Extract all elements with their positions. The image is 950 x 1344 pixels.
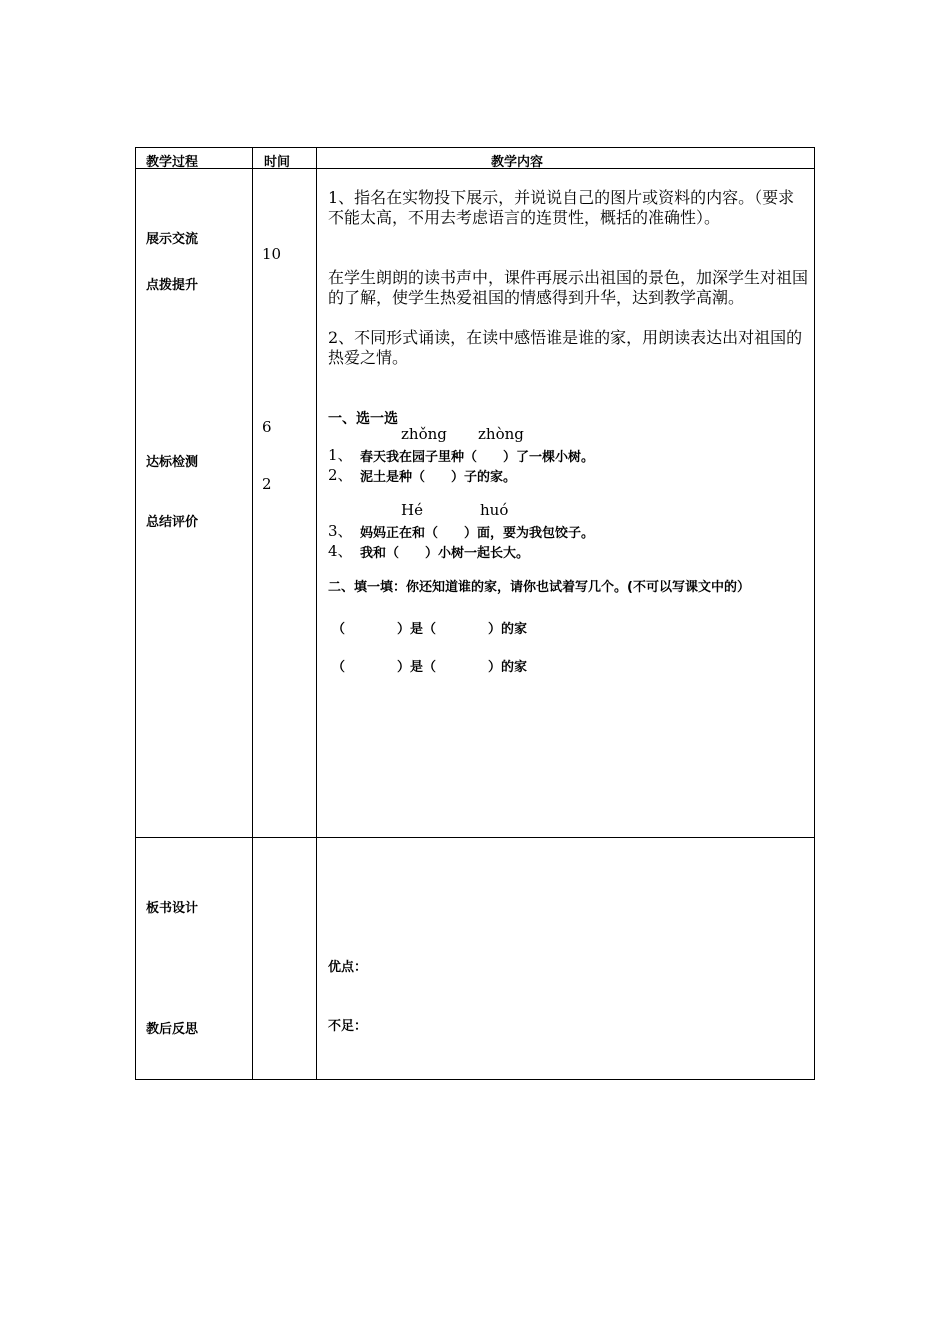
stage-reflection: 教后反思 [146, 1022, 199, 1037]
pinyin: huó [480, 501, 509, 519]
stage-summary: 总结评价 [146, 515, 199, 530]
strengths-label: 优点： [328, 960, 368, 975]
weaknesses-label: 不足： [328, 1019, 368, 1034]
pinyin: zhòng [478, 425, 524, 443]
stage-assessment: 达标检测 [146, 455, 199, 470]
time-value: 2 [262, 475, 272, 493]
question-number: 3、 [328, 522, 353, 540]
question-text: 春天我在园子里种（ ）了一棵小树。 [360, 450, 595, 465]
fill-blank-line: （ ）是（ ）的家 [332, 622, 528, 637]
question-number: 2、 [328, 466, 353, 484]
pinyin: zhǒng [401, 425, 447, 443]
question-number: 4、 [328, 542, 353, 560]
section-title-fill: 二、填一填：你还知道谁的家，请你也试着写几个。(不可以写课文中的） [328, 580, 750, 595]
content-paragraph: 在学生朗朗的读书声中，课件再展示出祖国的景色，加深学生对祖国的了解，使学生热爱祖国的情感得到升华，达到教学高潮。 [328, 268, 809, 307]
content-paragraph: 1、指名在实物投下展示，并说说自己的图片或资料的内容。（要求不能太高，不用去考虑语言的连贯性，概括的准确性）。 [328, 188, 795, 227]
time-value: 10 [262, 245, 282, 263]
stage-board-design: 板书设计 [146, 901, 199, 916]
header-time: 时间 [264, 155, 291, 170]
lesson-plan-table [135, 147, 815, 1080]
header-process: 教学过程 [146, 155, 199, 170]
header-content: 教学内容 [491, 155, 544, 170]
section-title-choose: 一、选一选 [328, 411, 398, 427]
column-divider [316, 148, 317, 1079]
content-paragraph: 2、不同形式诵读，在读中感悟谁是谁的家，用朗读表达出对祖国的热爱之情。 [328, 328, 803, 367]
time-value: 6 [262, 418, 272, 436]
row-divider [136, 837, 814, 838]
stage-guide-improve: 点拨提升 [146, 278, 199, 293]
question-text: 妈妈正在和（ ）面，要为我包饺子。 [360, 526, 595, 541]
question-number: 1、 [328, 446, 353, 464]
question-text: 泥土是种（ ）子的家。 [360, 470, 517, 485]
stage-show-exchange: 展示交流 [146, 232, 199, 247]
fill-blank-line: （ ）是（ ）的家 [332, 660, 528, 675]
column-divider [252, 148, 253, 1079]
pinyin: Hé [401, 501, 423, 519]
row-divider [136, 168, 814, 169]
question-text: 我和（ ）小树一起长大。 [360, 546, 530, 561]
